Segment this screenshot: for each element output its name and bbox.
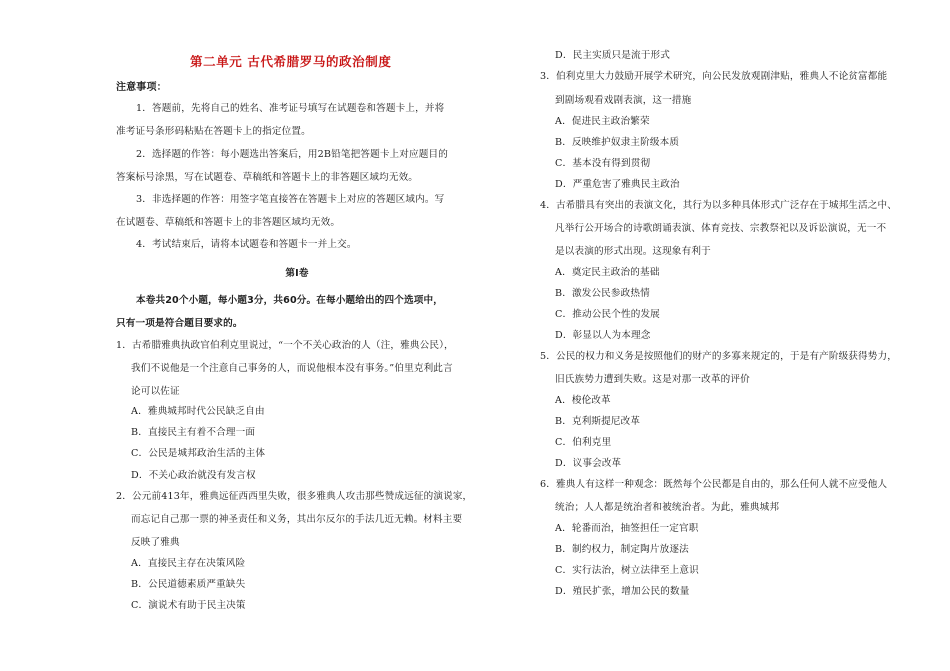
option: D．殖民扩张，增加公民的数量 bbox=[555, 586, 690, 597]
option: D．民主实质只是流于形式 bbox=[555, 50, 671, 61]
option: A．促进民主政治繁荣 bbox=[555, 116, 650, 127]
option: C．基本没有得到贯彻 bbox=[555, 158, 651, 169]
page-title: 第二单元 古代希腊罗马的政治制度 bbox=[190, 54, 392, 69]
notice-line: 在试题卷、草稿纸和答题卡上的非答题区域均无效。 bbox=[116, 217, 341, 228]
option: B．公民道德素质严重缺失 bbox=[131, 579, 246, 590]
option: C．演说术有助于民主决策 bbox=[131, 600, 246, 611]
question-stem: 旧氏族势力遭到失败。这是对那一改革的评价 bbox=[555, 374, 750, 385]
option: A．直接民主存在决策风险 bbox=[131, 558, 246, 569]
section-intro: 本卷共20个小题，每小题3分，共60分。在每小题给出的四个选项中， bbox=[136, 295, 443, 306]
option: A．梭伦改革 bbox=[555, 395, 611, 406]
question-stem: 1．古希腊雅典执政官伯利克里说过，“一个不关心政治的人（注，雅典公民）， bbox=[116, 340, 454, 351]
question-stem: 5．公民的权力和义务是按照他们的财产的多寡来规定的，于是有产阶级获得势力， bbox=[540, 351, 898, 362]
notice-line: 准考证号条形码粘贴在答题卡上的指定位置。 bbox=[116, 126, 311, 137]
option: A．奠定民主政治的基础 bbox=[555, 267, 660, 278]
option: B．克利斯提尼改革 bbox=[555, 416, 641, 427]
question-stem: 是以表演的形式出现。这现象有利于 bbox=[555, 246, 711, 257]
question-stem: 3．伯利克里大力鼓励开展学术研究，向公民发放观剧津贴，雅典人不论贫富都能 bbox=[540, 71, 888, 82]
notice-line: 答案标号涂黑，写在试题卷、草稿纸和答题卡上的非答题区域均无效。 bbox=[116, 172, 419, 183]
question-stem: 反映了雅典 bbox=[131, 537, 180, 548]
notice-line: 3．非选择题的作答：用签字笔直接答在答题卡上对应的答题区域内。写 bbox=[136, 194, 445, 205]
section-heading: 第Ⅰ卷 bbox=[285, 268, 309, 279]
option: B．反映维护奴隶主阶级本质 bbox=[555, 137, 680, 148]
section-intro: 只有一项是符合题目要求的。 bbox=[116, 318, 243, 329]
notice-line: 2．选择题的作答：每小题选出答案后，用2B铅笔把答题卡上对应题目的 bbox=[136, 149, 449, 160]
question-stem: 而忘记自己那一票的神圣责任和义务，其出尔反尔的手法几近无赖。材料主要 bbox=[131, 514, 463, 525]
option: D．不关心政治就没有发言权 bbox=[131, 470, 256, 481]
question-stem: 论可以佐证 bbox=[131, 386, 180, 397]
option: A．雅典城邦时代公民缺乏自由 bbox=[131, 406, 265, 417]
option: C．推动公民个性的发展 bbox=[555, 309, 660, 320]
option: D．彰显以人为本理念 bbox=[555, 330, 651, 341]
option: B．激发公民参政热情 bbox=[555, 288, 650, 299]
question-stem: 统治；人人都是统治者和被统治者。为此，雅典城邦 bbox=[555, 502, 780, 513]
question-stem: 到剧场观看戏剧表演，这一措施 bbox=[555, 95, 692, 106]
option: D．议事会改革 bbox=[555, 458, 622, 469]
notice-line: 1．答题前，先将自己的姓名、准考证号填写在试题卷和答题卡上，并将 bbox=[136, 103, 445, 114]
option: B．制约权力，制定陶片放逐法 bbox=[555, 544, 689, 555]
option: B．直接民主有着不合理一面 bbox=[131, 427, 256, 438]
option: D．严重危害了雅典民主政治 bbox=[555, 179, 680, 190]
option: A．轮番而治，抽签担任一定官职 bbox=[555, 523, 699, 534]
option: C．实行法治，树立法律至上意识 bbox=[555, 565, 699, 576]
notice-line: 4．考试结束后，请将本试题卷和答题卡一并上交。 bbox=[136, 239, 357, 250]
notice-heading: 注意事项： bbox=[116, 82, 167, 93]
question-stem: 凡举行公开场合的诗歌朗诵表演、体育竞技、宗教祭祀以及诉讼演说，无一不 bbox=[555, 223, 887, 234]
question-stem: 4．古希腊具有突出的表演文化，其行为以多种具体形式广泛存在于城邦生活之中、 bbox=[540, 200, 898, 211]
option: C．伯利克里 bbox=[555, 437, 612, 448]
question-stem: 我们不说他是一个注意自己事务的人，而说他根本没有事务。”伯里克利此言 bbox=[131, 363, 453, 374]
option: C．公民是城邦政治生活的主体 bbox=[131, 448, 266, 459]
question-stem: 6．雅典人有这样一种观念：既然每个公民都是自由的，那么任何人就不应受他人 bbox=[540, 479, 888, 490]
question-stem: 2．公元前413年，雅典远征西西里失败，很多雅典人攻击那些赞成远征的演说家， bbox=[116, 491, 473, 502]
